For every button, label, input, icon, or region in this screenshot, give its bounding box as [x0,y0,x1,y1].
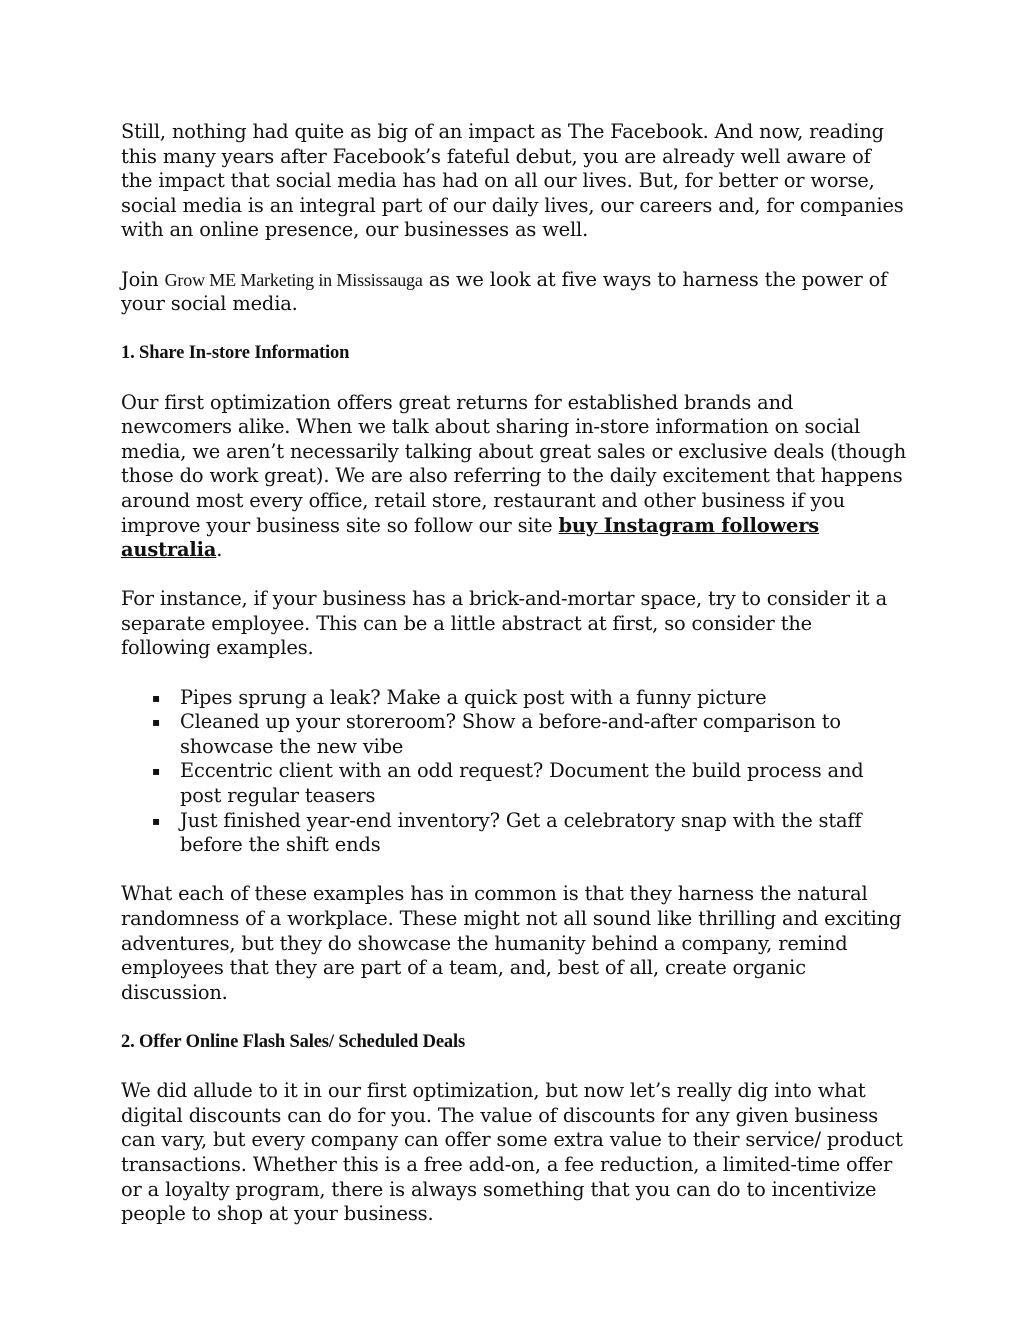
list-item [152,685,907,711]
bullet-icon: ▪ [152,715,160,730]
instagram-followers-link[interactable]: buy Instagram followers australia [121,513,820,562]
list-item [152,759,907,808]
join-paragraph [121,268,907,317]
section-1-paragraph-1-text: Our first optimization offers great returns for established brands and newcomers alike. When we talk about sharing in-store information on social media, we aren’t necessarily talking about great sales or exclusive deals (though those do work great). We are also referring to the daily excitement that happens around most every office, retail store, restaurant and other business if you improve your business site so follow our site [121,390,907,537]
list-item-text: Cleaned up your storeroom? Show a before-and-after comparison to showcase the new vibe [180,710,841,758]
section-2-paragraph-1: We did allude to it in our first optimization, but now let’s really dig into what digital discounts can do for you. The value of discounts for any given business can vary, but every company can offer some extra value to their service/ product transactions. Whether this is a free add-on, a fee reduction, a limited-time offer or a loyalty program, there is always something that you can do to incentivize people to shop at your business. [121,1079,903,1226]
list-item-text: Pipes sprung a leak? Make a quick post with a funny picture [180,685,767,709]
join-suffix: as we look at five ways to harness the power of your social media. [121,267,888,316]
section-1-paragraph-1 [121,391,907,563]
bullet-icon: ▪ [152,764,160,779]
document-page [121,120,907,1251]
list-item [152,710,907,759]
section-2-heading: 2. Offer Online Flash Sales/ Scheduled Deals [121,1031,466,1052]
bullet-icon: ▪ [152,690,160,705]
list-item-text: Just finished year-end inventory? Get a celebratory snap with the staff before the shift ends [180,808,862,857]
section-1-paragraph-2: For instance, if your business has a brick-and-mortar space, try to consider it a separate employee. This can be a little abstract at first, so consider the following examples. [121,587,888,660]
list-item-text: Eccentric client with an odd request? Document the build process and post regular teasers [180,759,864,808]
list-item [152,808,907,858]
examples-list [121,686,907,858]
join-prefix: Join [121,267,165,291]
section-1-paragraph-3: What each of these examples has in common is that they harness the natural randomness of a workplace. These might not all sound like thrilling and exciting adventures, but they do showcase the humanity behind a company, remind employees that they are part of a team, and, best of all, create organic discussion. [121,882,902,1004]
section-1-paragraph-1-end: . [216,538,223,562]
section-1-heading: 1. Share In-store Information [121,343,350,364]
intro-paragraph: Still, nothing had quite as big of an impact as The Facebook. And now, reading this many years after Facebook’s fateful debut, you are already well aware of the impact that social media has had on all our lives. But, for better or worse, social media is an integral part of our daily lives, our careers and, for companies with an online presence, our businesses as well. [121,120,904,242]
bullet-icon: ▪ [152,813,160,828]
brand-name: Grow ME Marketing in Mississauga [164,269,423,290]
